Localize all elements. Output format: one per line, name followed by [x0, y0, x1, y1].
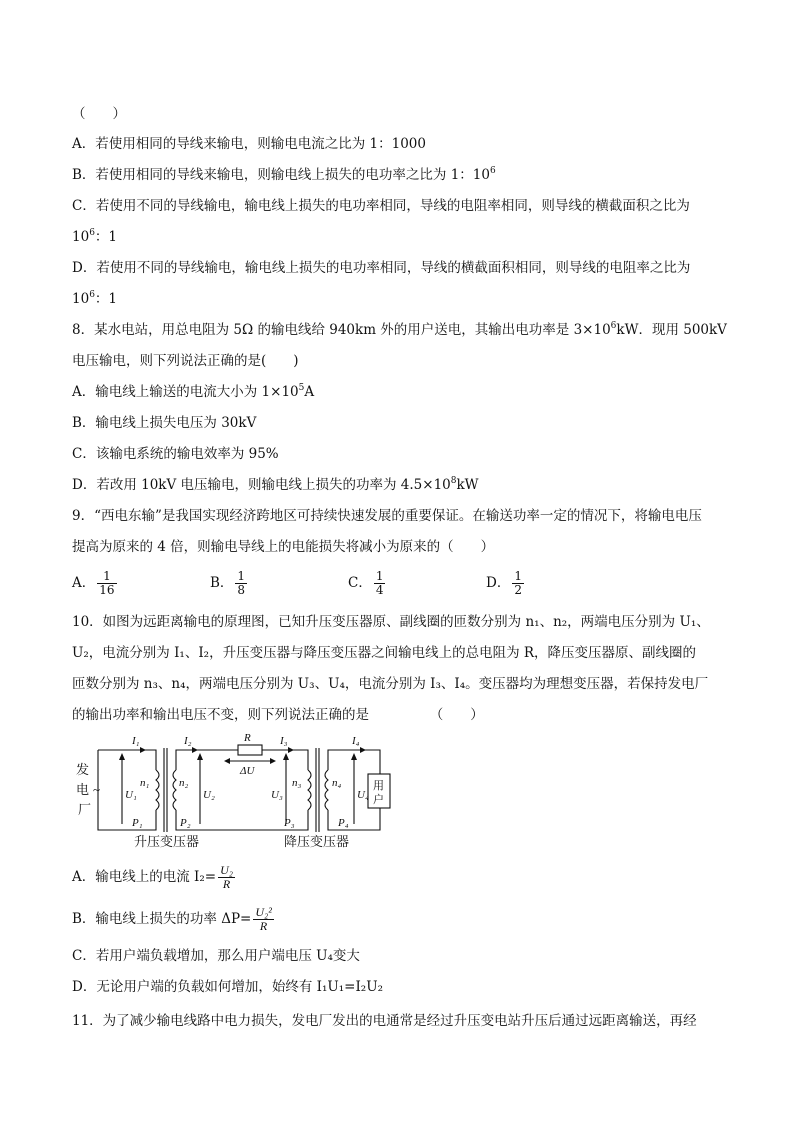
label-gen-1: 发: [76, 762, 90, 777]
q10-option-b: B．输电线上损失的功率 ΔP= $\frac{\text{U₂²}}{R}$: [72, 905, 272, 933]
label-U1: U₁: [125, 789, 137, 801]
q9-option-a: A． $\frac{1}{16}$: [72, 569, 115, 597]
q7-option-d-line1: D．若使用不同的导线输电，输电线上损失的电功率相同，导线的横截面积相同，则导线的电阻率之比为: [72, 260, 691, 276]
label-I4: I₄: [352, 735, 360, 747]
q10-stem-line4: 的输出功率和输出电压不变，则下列说法正确的是 （ ）: [72, 707, 484, 723]
label-P2: P₂: [180, 817, 191, 829]
label-gen-2: 电: [76, 782, 90, 797]
label-n1: n₁: [140, 777, 150, 789]
label-user-1: 用: [373, 780, 384, 792]
label-P1: P₁: [132, 817, 143, 829]
label-U3: U₃: [271, 789, 283, 801]
q9-option-c: C． $\frac{1}{4}$: [348, 569, 384, 597]
q10-stem-line1: 10．如图为远距离输电的原理图，已知升压变压器原、副线圈的匝数分别为 n₁、n₂，两端电压分别为 U₁、: [72, 614, 710, 630]
q9-option-b: B． $\frac{1}{8}$: [210, 569, 246, 597]
label-step-down-transformer: 降压变压器: [284, 834, 350, 849]
q7-option-c-line1: C．若使用不同的导线输电，输电线上损失的电功率相同，导线的电阻率相同，则导线的横截面积之比为: [72, 198, 690, 214]
q11-stem-line1: 11．为了减少输电线路中电力损失，发电厂发出的电通常是经过升压变电站升压后通过远距离输送，再经: [72, 1013, 697, 1029]
q9-stem-line2: 提高为原来的 4 倍，则输电导线上的电能损失将减小为原来的（ ）: [72, 539, 495, 555]
q8-option-a: A．输电线上输送的电流大小为 $1\times 10^5A$: [72, 383, 315, 400]
label-I1: I₁: [132, 735, 140, 747]
q9-option-d: D． $\frac{1}{2}$: [486, 569, 522, 597]
q10-option-c: C．若用户端负载增加，那么用户端电压 U₄变大: [72, 948, 360, 964]
transmission-circuit-diagram: [76, 730, 406, 850]
q8-stem-line1: 8．某水电站，用总电阻为 5Ω 的输电线给 940km 外的用户送电，其输出电功率是 $3\times 10^6kW$．现用 500kV: [72, 321, 727, 338]
q8-option-d: D．若改用 10kV 电压输电，则输电线上损失的功率为 $4.5\times 10^8kW$: [72, 476, 479, 493]
q8-option-c: C．该输电系统的输电效率为 95%: [72, 446, 279, 462]
label-n3: n₃: [292, 777, 302, 789]
label-P3: P₃: [284, 817, 295, 829]
q7-option-b: B．若使用相同的导线来输电，则输电线上损失的电功率之比为 1：$10^6$: [72, 166, 496, 183]
label-step-up-transformer: 升压变压器: [134, 834, 200, 849]
label-P4: P₄: [338, 817, 349, 829]
label-n2: n₂: [179, 777, 189, 789]
label-I2: I₂: [184, 735, 192, 747]
label-I3: I₃: [280, 735, 288, 747]
q8-option-b: B．输电线上损失电压为 30kV: [72, 415, 257, 431]
label-n4: n₄: [332, 777, 342, 789]
ac-source-symbol: ~: [93, 782, 101, 797]
label-U2: U₂: [203, 789, 215, 801]
label-gen-3: 厂: [78, 802, 92, 817]
label-U4: U₄: [357, 789, 369, 801]
q8-stem-line2: 电压输电，则下列说法正确的是( ): [72, 353, 299, 369]
label-R: R: [244, 732, 251, 744]
q7-option-a: A．若使用相同的导线来输电，则输电电流之比为 1：1000: [72, 136, 426, 152]
q10-option-d: D．无论用户端的负载如何增加，始终有 I₁U₁=I₂U₂: [72, 979, 383, 995]
label-user-2: 户: [373, 794, 384, 806]
q9-stem-line1: 9．“西电东输”是我国实现经济跨地区可持续快速发展的重要保证。在输送功率一定的情况下，将输电电压: [72, 508, 702, 524]
q7-option-d-line2: $10^6$：1: [72, 290, 118, 307]
label-delta-U: ΔU: [240, 765, 255, 777]
q10-option-a: A．输电线上的电流 I₂= $\frac{\text{U₂}}{R}$: [72, 863, 233, 891]
q7-paren: （ ）: [72, 106, 126, 122]
q7-option-c-line2: $10^6$：1: [72, 228, 118, 245]
q9-options: [72, 568, 624, 598]
q10-stem-line2: U₂，电流分别为 I₁、I₂，升压变压器与降压变压器之间输电线上的总电阻为 R，降压变压器原、副线圈的: [72, 645, 697, 661]
q10-stem-line3: 匝数分别为 n₃、n₄，两端电压分别为 U₃、U₄，电流分别为 I₃、I₄。变压器均为理想变压器，若保持发电厂: [72, 676, 709, 692]
